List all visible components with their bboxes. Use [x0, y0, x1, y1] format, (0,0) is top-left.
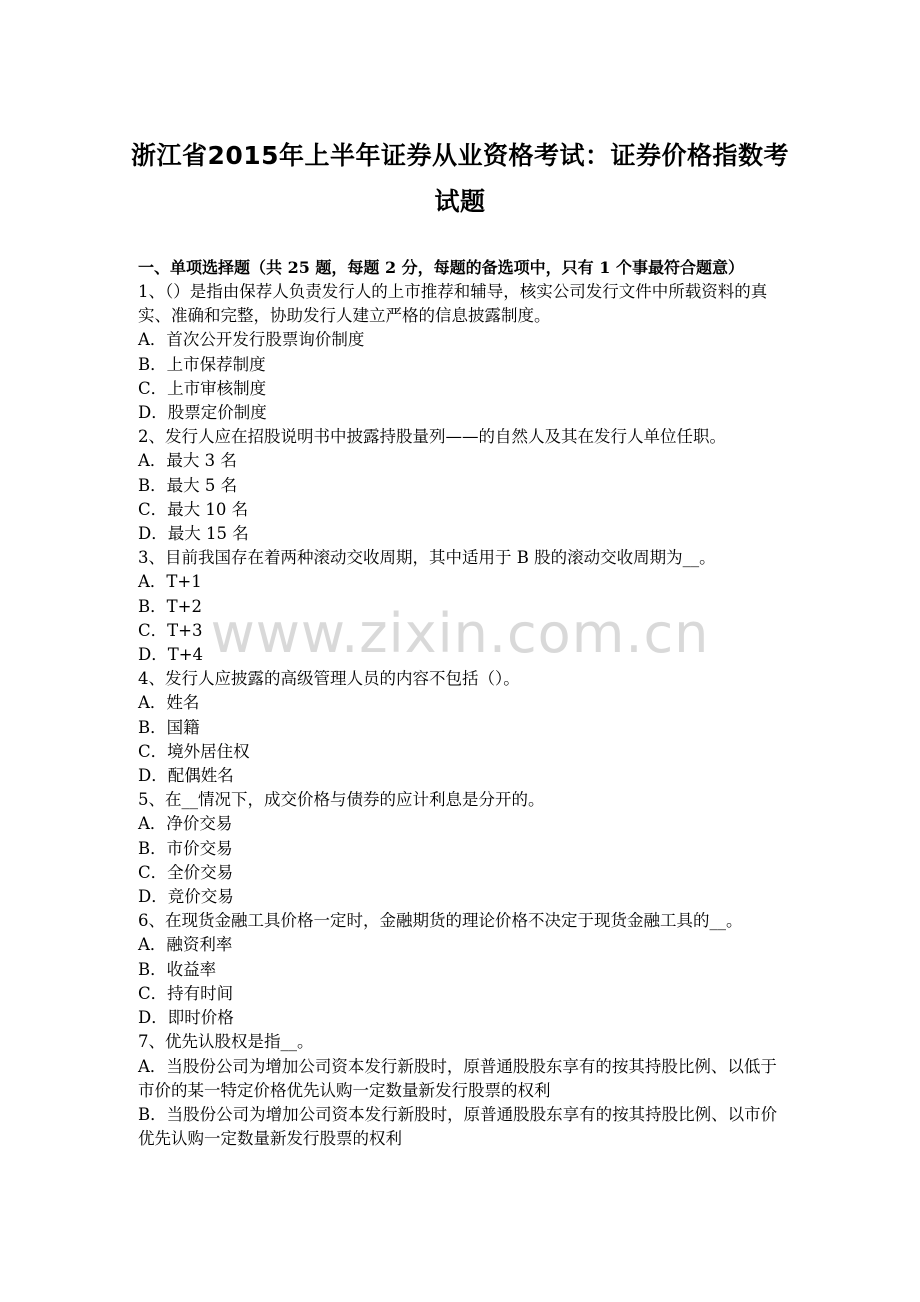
question-2-option-c: C．最大 10 名	[138, 499, 249, 519]
question-4-option-b: B．国籍	[138, 717, 200, 737]
question-1-option-a: A．首次公开发行股票询价制度	[138, 330, 365, 350]
question-2-option-d: D．最大 15 名	[138, 524, 249, 544]
question-7: 7、优先认股权是指__。	[138, 1032, 314, 1052]
question-6-option-b: B．收益率	[138, 959, 217, 979]
question-5: 5、在__情况下，成交价格与债券的应计利息是分开的。	[138, 790, 545, 810]
question-1-option-b: B．上市保荐制度	[138, 354, 266, 374]
question-3-option-c: C．T+3	[138, 620, 203, 640]
question-7-option-b: B．当股份公司为增加公司资本发行新股时，原普通股股东享有的按其持股比例、以市价优先认购一定数量新发行股票的权利	[138, 1104, 778, 1149]
question-6-option-a: A．融资利率	[138, 935, 233, 955]
question-1: 1、（）是指由保荐人负责发行人的上市推荐和辅导，核实公司发行文件中所载资料的真实、准确和完整，协助发行人建立严格的信息披露制度。	[138, 282, 768, 326]
question-3-option-d: D．T+4	[138, 645, 204, 665]
question-6-option-d: D．即时价格	[138, 1008, 234, 1028]
section-heading: 一、单项选择题（共 25 题，每题 2 分，每题的备选项中，只有 1 个事最符合题意）	[138, 258, 744, 277]
question-1-option-c: C．上市审核制度	[138, 378, 267, 398]
question-2: 2、发行人应在招股说明书中披露持股量列——的自然人及其在发行人单位任职。	[138, 427, 726, 447]
document-title-line2: 试题	[434, 187, 486, 216]
question-3-option-b: B．T+2	[138, 596, 202, 616]
question-4-option-c: C．境外居住权	[138, 741, 250, 761]
question-4: 4、发行人应披露的高级管理人员的内容不包括（）。	[138, 669, 520, 689]
question-3: 3、目前我国存在着两种滚动交收周期，其中适用于 B 股的滚动交收周期为__。	[138, 548, 716, 568]
question-5-option-b: B．市价交易	[138, 838, 233, 858]
question-2-option-b: B．最大 5 名	[138, 475, 238, 495]
question-5-option-d: D．竞价交易	[138, 887, 234, 907]
question-4-option-a: A．姓名	[138, 693, 200, 713]
question-7-option-a: A．当股份公司为增加公司资本发行新股时，原普通股股东享有的按其持股比例、以低于市价的某一特定价格优先认购一定数量新发行股票的权利	[138, 1056, 777, 1100]
question-6: 6、在现货金融工具价格一定时，金融期货的理论价格不决定于现货金融工具的__。	[138, 911, 743, 931]
question-5-option-c: C．全价交易	[138, 862, 234, 882]
question-1-option-d: D．股票定价制度	[138, 403, 267, 423]
watermark: www.zixin.com.cn	[210, 602, 710, 665]
document-title-line1: 浙江省2015年上半年证券从业资格考试：证券价格指数考	[130, 141, 790, 170]
question-3-option-a: A．T+1	[138, 572, 202, 592]
question-6-option-c: C．持有时间	[138, 983, 234, 1003]
question-2-option-a: A．最大 3 名	[138, 451, 237, 471]
question-4-option-d: D．配偶姓名	[138, 766, 234, 786]
question-5-option-a: A．净价交易	[138, 814, 233, 834]
document-body	[138, 256, 786, 1151]
